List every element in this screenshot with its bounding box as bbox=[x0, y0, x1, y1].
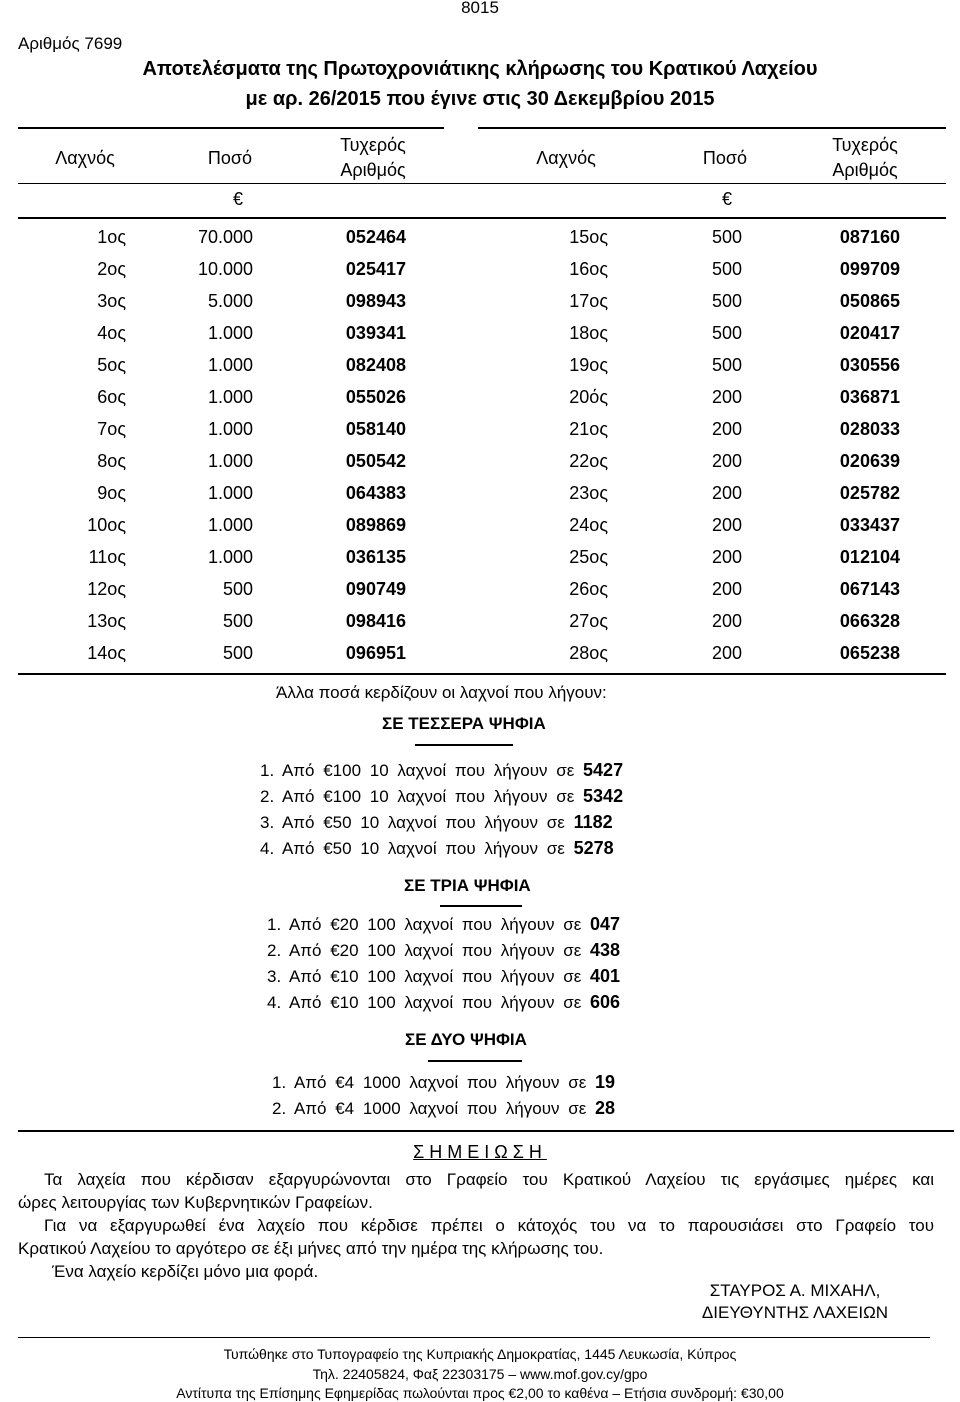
right-place: 20ός bbox=[569, 387, 608, 407]
list-item bbox=[260, 812, 613, 838]
right-amount: 200 bbox=[711, 643, 742, 663]
header-amount-right: Ποσό bbox=[702, 148, 748, 168]
signature-name: ΣΤΑΥΡΟΣ Α. ΜΙΧΑΗΛ, bbox=[709, 1281, 881, 1300]
prize-description: 4. Από €50 10 λαχνοί που λήγουν σε bbox=[260, 839, 565, 858]
prize-description: 1. Από €20 100 λαχνοί που λήγουν σε bbox=[267, 915, 582, 934]
left-number: 055026 bbox=[345, 387, 406, 407]
right-place: 21ος bbox=[569, 419, 608, 439]
left-place: 13ος bbox=[87, 611, 126, 631]
table-row bbox=[0, 637, 960, 669]
left-place: 14ος bbox=[87, 643, 126, 663]
right-amount: 200 bbox=[711, 387, 742, 407]
left-number: 082408 bbox=[345, 355, 406, 375]
right-amount: 200 bbox=[711, 579, 742, 599]
right-number: 036871 bbox=[839, 387, 900, 407]
left-number: 098943 bbox=[345, 291, 406, 311]
prize-description: 3. Από €50 10 λαχνοί που λήγουν σε bbox=[260, 813, 565, 832]
right-amount: 200 bbox=[711, 547, 742, 567]
list-item bbox=[260, 838, 614, 864]
prize-ending: 1182 bbox=[573, 812, 613, 832]
right-amount: 500 bbox=[711, 323, 742, 343]
prize-ending: 5427 bbox=[583, 760, 624, 780]
table-row bbox=[0, 253, 960, 285]
table-row bbox=[0, 605, 960, 637]
right-number: 087160 bbox=[839, 227, 900, 247]
left-number: 064383 bbox=[345, 483, 406, 503]
left-place: 12ος bbox=[87, 579, 126, 599]
right-amount: 500 bbox=[711, 355, 742, 375]
footer-pricing: Αντίτυπα της Επίσημης Εφημερίδας πωλούνται προς €2,00 το καθένα – Ετήσια συνδρομή: €30,00 bbox=[176, 1385, 784, 1401]
table-row bbox=[0, 573, 960, 605]
left-amount: 1.000 bbox=[207, 515, 253, 535]
right-number: 050865 bbox=[839, 291, 900, 311]
right-number: 020417 bbox=[839, 323, 900, 343]
left-amount: 500 bbox=[222, 579, 253, 599]
prize-ending: 28 bbox=[595, 1098, 616, 1118]
right-place: 26ος bbox=[569, 579, 608, 599]
left-number: 058140 bbox=[345, 419, 406, 439]
right-place: 23ος bbox=[569, 483, 608, 503]
currency-left: € bbox=[232, 189, 243, 209]
left-place: 11ος bbox=[88, 547, 126, 567]
table-bottom-border bbox=[18, 673, 946, 675]
prize-ending: 606 bbox=[590, 992, 621, 1012]
left-amount: 1.000 bbox=[207, 547, 253, 567]
note-paragraph-2-line-2: Κρατικού Λαχείου το αργότερο σε έξι μήνες από την ημέρα της κλήρωσης του. bbox=[18, 1239, 604, 1258]
table-row bbox=[0, 317, 960, 349]
table-header-divider bbox=[18, 183, 946, 184]
right-place: 27ος bbox=[569, 611, 608, 631]
header-random-left-1: Τυχερός bbox=[340, 135, 406, 155]
notes-divider bbox=[18, 1130, 954, 1132]
prize-ending: 5342 bbox=[583, 786, 624, 806]
prize-ending: 5278 bbox=[573, 838, 614, 858]
prize-description: 4. Από €10 100 λαχνοί που λήγουν σε bbox=[267, 993, 582, 1012]
left-place: 2ος bbox=[97, 259, 126, 279]
footer-contact: Τηλ. 22405824, Φαξ 22303175 – www.mof.gov.cy/gpo bbox=[312, 1366, 648, 1382]
other-prizes-intro: Άλλα ποσά κερδίζουν οι λαχνοί που λήγουν: bbox=[276, 683, 607, 702]
left-amount: 1.000 bbox=[207, 451, 253, 471]
right-place: 25ος bbox=[569, 547, 608, 567]
right-number: 025782 bbox=[839, 483, 900, 503]
section-underline bbox=[428, 1060, 522, 1062]
section-title-two-digits: ΣΕ ΔΥΟ ΨΗΦΙΑ bbox=[405, 1030, 527, 1049]
left-number: 052464 bbox=[345, 227, 406, 247]
list-item bbox=[272, 1098, 615, 1124]
left-place: 9ος bbox=[97, 483, 126, 503]
list-item bbox=[260, 786, 623, 812]
left-number: 096951 bbox=[345, 643, 406, 663]
right-number: 030556 bbox=[839, 355, 900, 375]
right-amount: 200 bbox=[711, 611, 742, 631]
section-title-four-digits: ΣΕ ΤΕΣΣΕΡΑ ΨΗΦΙΑ bbox=[382, 714, 546, 733]
table-header-bottom-border bbox=[18, 217, 946, 219]
table-row bbox=[0, 413, 960, 445]
left-place: 3ος bbox=[97, 291, 126, 311]
table-row bbox=[0, 477, 960, 509]
note-paragraph-2-line-1: Για να εξαργυρωθεί ένα λαχείο που κέρδισε πρέπει ο κάτοχός του να το παρουσιάσει στο Γραφείο του bbox=[44, 1216, 934, 1235]
table-row bbox=[0, 381, 960, 413]
notes-title: ΣΗΜΕΙΩΣΗ bbox=[413, 1142, 547, 1162]
left-place: 7ος bbox=[97, 419, 126, 439]
left-amount: 1.000 bbox=[207, 387, 253, 407]
left-amount: 1.000 bbox=[207, 323, 253, 343]
right-number: 033437 bbox=[839, 515, 900, 535]
left-place: 5ος bbox=[97, 355, 126, 375]
footer-divider bbox=[18, 1337, 930, 1338]
section-title-three-digits: ΣΕ ΤΡΙΑ ΨΗΦΙΑ bbox=[404, 876, 531, 895]
list-item bbox=[267, 940, 620, 966]
signature-role: ΔΙΕΥΘΥΝΤΗΣ ΛΑΧΕΙΩΝ bbox=[701, 1303, 889, 1322]
right-number: 066328 bbox=[839, 611, 900, 631]
table-row bbox=[0, 285, 960, 317]
notice-number: Αριθμός 7699 bbox=[18, 34, 123, 53]
right-place: 19ος bbox=[569, 355, 608, 375]
table-row bbox=[0, 445, 960, 477]
right-place: 16ος bbox=[569, 259, 608, 279]
left-number: 036135 bbox=[345, 547, 406, 567]
prize-ending: 19 bbox=[595, 1072, 616, 1092]
right-place: 18ος bbox=[569, 323, 608, 343]
list-item bbox=[260, 760, 623, 786]
list-item bbox=[272, 1072, 615, 1098]
table-top-border-right bbox=[478, 127, 946, 129]
left-place: 6ος bbox=[97, 387, 126, 407]
right-number: 020639 bbox=[839, 451, 900, 471]
right-place: 17ος bbox=[569, 291, 608, 311]
left-amount: 500 bbox=[222, 643, 253, 663]
prize-description: 3. Από €10 100 λαχνοί που λήγουν σε bbox=[267, 967, 582, 986]
table-top-border-left bbox=[18, 127, 444, 129]
right-place: 28ος bbox=[569, 643, 608, 663]
left-number: 039341 bbox=[345, 323, 406, 343]
right-number: 065238 bbox=[839, 643, 900, 663]
prize-ending: 438 bbox=[590, 940, 621, 960]
right-place: 22ος bbox=[569, 451, 608, 471]
right-amount: 200 bbox=[711, 451, 742, 471]
prize-description: 2. Από €20 100 λαχνοί που λήγουν σε bbox=[267, 941, 582, 960]
right-number: 012104 bbox=[839, 547, 900, 567]
left-place: 4ος bbox=[97, 323, 126, 343]
left-number: 025417 bbox=[345, 259, 406, 279]
prize-description: 2. Από €4 1000 λαχνοί που λήγουν σε bbox=[272, 1099, 587, 1118]
left-amount: 1.000 bbox=[207, 419, 253, 439]
right-amount: 200 bbox=[711, 419, 742, 439]
right-amount: 200 bbox=[711, 515, 742, 535]
currency-right: € bbox=[721, 189, 732, 209]
prize-ending: 401 bbox=[590, 966, 621, 986]
right-amount: 200 bbox=[711, 483, 742, 503]
prize-description: 1. Από €100 10 λαχνοί που λήγουν σε bbox=[260, 761, 575, 780]
left-amount: 70.000 bbox=[197, 227, 253, 247]
right-amount: 500 bbox=[711, 259, 742, 279]
note-paragraph-3: Ένα λαχείο κερδίζει μόνο μια φορά. bbox=[52, 1262, 319, 1281]
table-row bbox=[0, 221, 960, 253]
right-amount: 500 bbox=[711, 227, 742, 247]
left-amount: 500 bbox=[222, 611, 253, 631]
title-line-1: Αποτελέσματα της Πρωτοχρονιάτικης κλήρωσης του Κρατικού Λαχείου bbox=[142, 58, 818, 80]
table-row bbox=[0, 349, 960, 381]
prize-description: 2. Από €100 10 λαχνοί που λήγουν σε bbox=[260, 787, 575, 806]
header-amount-left: Ποσό bbox=[207, 148, 253, 168]
left-place: 1ος bbox=[97, 227, 126, 247]
right-number: 067143 bbox=[839, 579, 900, 599]
header-random-right-1: Τυχερός bbox=[832, 135, 898, 155]
left-number: 098416 bbox=[345, 611, 406, 631]
right-amount: 500 bbox=[711, 291, 742, 311]
header-ticket-right: Λαχνός bbox=[536, 148, 596, 168]
right-place: 15ος bbox=[569, 227, 608, 247]
header-ticket-left: Λαχνός bbox=[55, 148, 115, 168]
left-amount: 10.000 bbox=[197, 259, 253, 279]
left-amount: 1.000 bbox=[207, 355, 253, 375]
section-underline bbox=[440, 905, 522, 907]
right-number: 028033 bbox=[839, 419, 900, 439]
section-underline bbox=[415, 744, 513, 746]
note-paragraph-1-line-2: ώρες λειτουργίας των Κυβερνητικών Γραφείων. bbox=[18, 1193, 373, 1212]
left-place: 8ος bbox=[97, 451, 126, 471]
prize-ending: 047 bbox=[590, 914, 621, 934]
left-number: 090749 bbox=[345, 579, 406, 599]
right-number: 099709 bbox=[839, 259, 900, 279]
prize-description: 1. Από €4 1000 λαχνοί που λήγουν σε bbox=[272, 1073, 587, 1092]
left-amount: 5.000 bbox=[207, 291, 253, 311]
footer-printer: Τυπώθηκε στο Τυπογραφείο της Κυπριακής Δημοκρατίας, 1445 Λευκωσία, Κύπρος bbox=[223, 1346, 737, 1362]
list-item bbox=[267, 992, 620, 1018]
left-number: 089869 bbox=[345, 515, 406, 535]
left-place: 10ος bbox=[87, 515, 126, 535]
right-place: 24ος bbox=[569, 515, 608, 535]
left-number: 050542 bbox=[345, 451, 406, 471]
table-row bbox=[0, 541, 960, 573]
table-row bbox=[0, 509, 960, 541]
list-item bbox=[267, 966, 620, 992]
note-paragraph-1-line-1: Τα λαχεία που κέρδισαν εξαργυρώνονται στο Γραφείο του Κρατικού Λαχείου τις εργάσιμες ημέρες και bbox=[44, 1170, 934, 1189]
left-amount: 1.000 bbox=[207, 483, 253, 503]
list-item bbox=[267, 914, 620, 940]
header-random-right-2: Αριθμός bbox=[832, 160, 898, 180]
page-number: 8015 bbox=[461, 0, 499, 17]
title-line-2: με αρ. 26/2015 που έγινε στις 30 Δεκεμβρίου 2015 bbox=[245, 88, 715, 110]
header-random-left-2: Αριθμός bbox=[340, 160, 406, 180]
